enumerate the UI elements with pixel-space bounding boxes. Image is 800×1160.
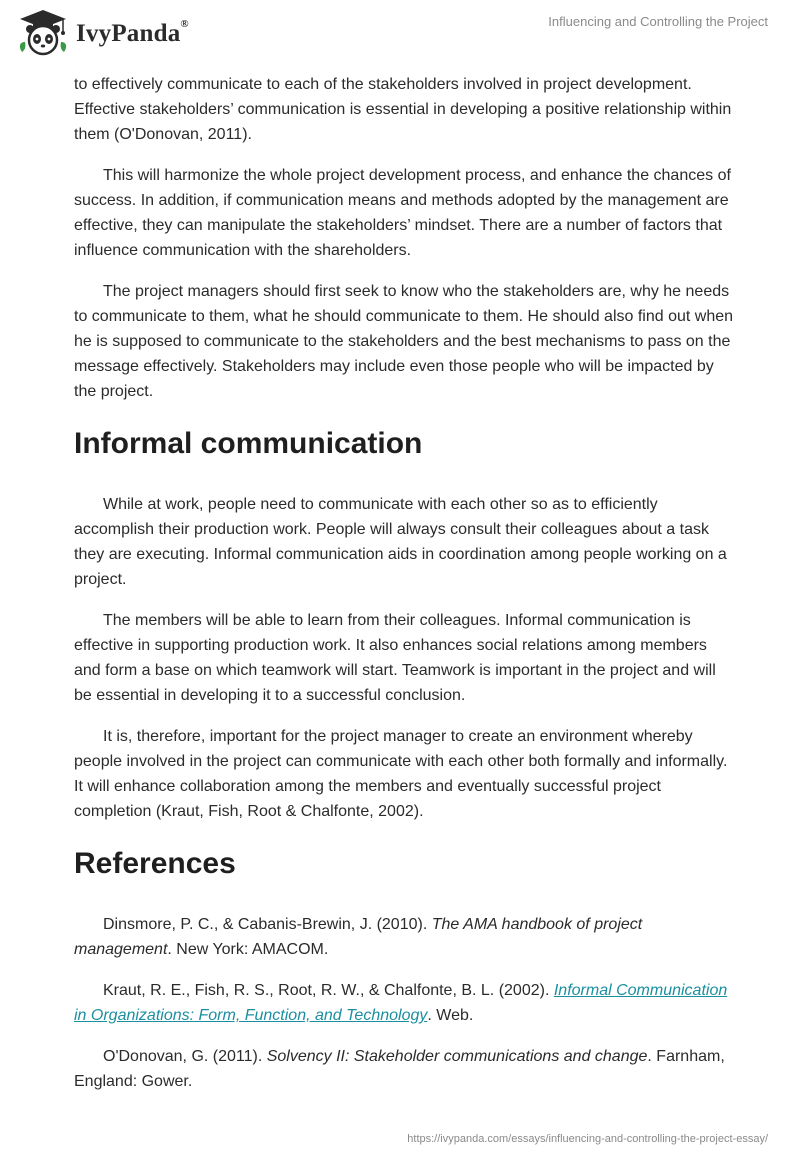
- reference-publisher: . Web.: [427, 1007, 474, 1024]
- reference-publisher: . Farnham, England: Gower.: [74, 1048, 725, 1090]
- section-heading-informal-communication: Informal communication: [74, 427, 423, 460]
- reference-title-link[interactable]: Informal Communication in Organizations: Form, Function, and Technology: [74, 982, 728, 1024]
- reference-item: [74, 1044, 734, 1094]
- essay-body: [74, 72, 734, 1110]
- panda-graduate-icon: [16, 8, 70, 58]
- paragraph: to effectively communicate to each of the stakeholders involved in project development. Effective stakeholders’ communication is essential in developing a positive relationship within them (O'Donovan, 2011).: [74, 76, 732, 143]
- paragraph: This will harmonize the whole project development process, and enhance the chances of success. In addition, if communication means and methods adopted by the management are effective, they can manipulate the stakeholders’ mindset. There are a number of factors that influence communication with the shareholders.: [74, 167, 731, 259]
- brand-name: IvyPanda®: [76, 18, 189, 47]
- running-title: Influencing and Controlling the Project: [548, 14, 768, 29]
- paragraph: While at work, people need to communicate with each other so as to efficiently accomplish their production work. People will always consult their colleagues about a task they are executing. Informal communication aids in coordination among people working on a project.: [74, 496, 727, 588]
- ivypanda-logo[interactable]: [16, 8, 189, 58]
- reference-item: [74, 912, 734, 962]
- reference-authors: Dinsmore, P. C., & Cabanis-Brewin, J. (2010).: [103, 916, 432, 933]
- reference-title: Solvency II: Stakeholder communications and change: [266, 1048, 648, 1065]
- reference-item: [74, 978, 734, 1028]
- registered-mark: ®: [180, 18, 189, 30]
- paragraph: The members will be able to learn from their colleagues. Informal communication is effective in supporting production work. It also enhances social relations among members and form a base on which teamwork will start. Teamwork is important in the project and will be essential in developing it to a successful conclusion.: [74, 612, 716, 704]
- paragraph: The project managers should first seek to know who the stakeholders are, why he needs to communicate to them, what he should communicate to them. He should also find out when he is supposed to communicate to the stakeholders and the best mechanisms to pass on the message effectively. Stakeholders may include even those people who will be impacted by the project.: [74, 283, 734, 400]
- reference-authors: Kraut, R. E., Fish, R. S., Root, R. W., & Chalfonte, B. L. (2002).: [103, 982, 554, 999]
- reference-publisher: . New York: AMACOM.: [167, 941, 329, 958]
- page-header: [0, 0, 800, 70]
- reference-title: The AMA handbook of project management: [74, 916, 643, 958]
- reference-authors: O'Donovan, G. (2011).: [103, 1048, 267, 1065]
- footer-source-url[interactable]: https://ivypanda.com/essays/influencing-and-controlling-the-project-essay/: [407, 1133, 768, 1145]
- section-heading-references: References: [74, 847, 236, 880]
- paragraph: It is, therefore, important for the project manager to create an environment whereby people involved in the project can communicate with each other both formally and informally. It will enhance collaboration among the members and eventually successful project completion (Kraut, Fish, Root & Chalfonte, 2002).: [74, 728, 728, 820]
